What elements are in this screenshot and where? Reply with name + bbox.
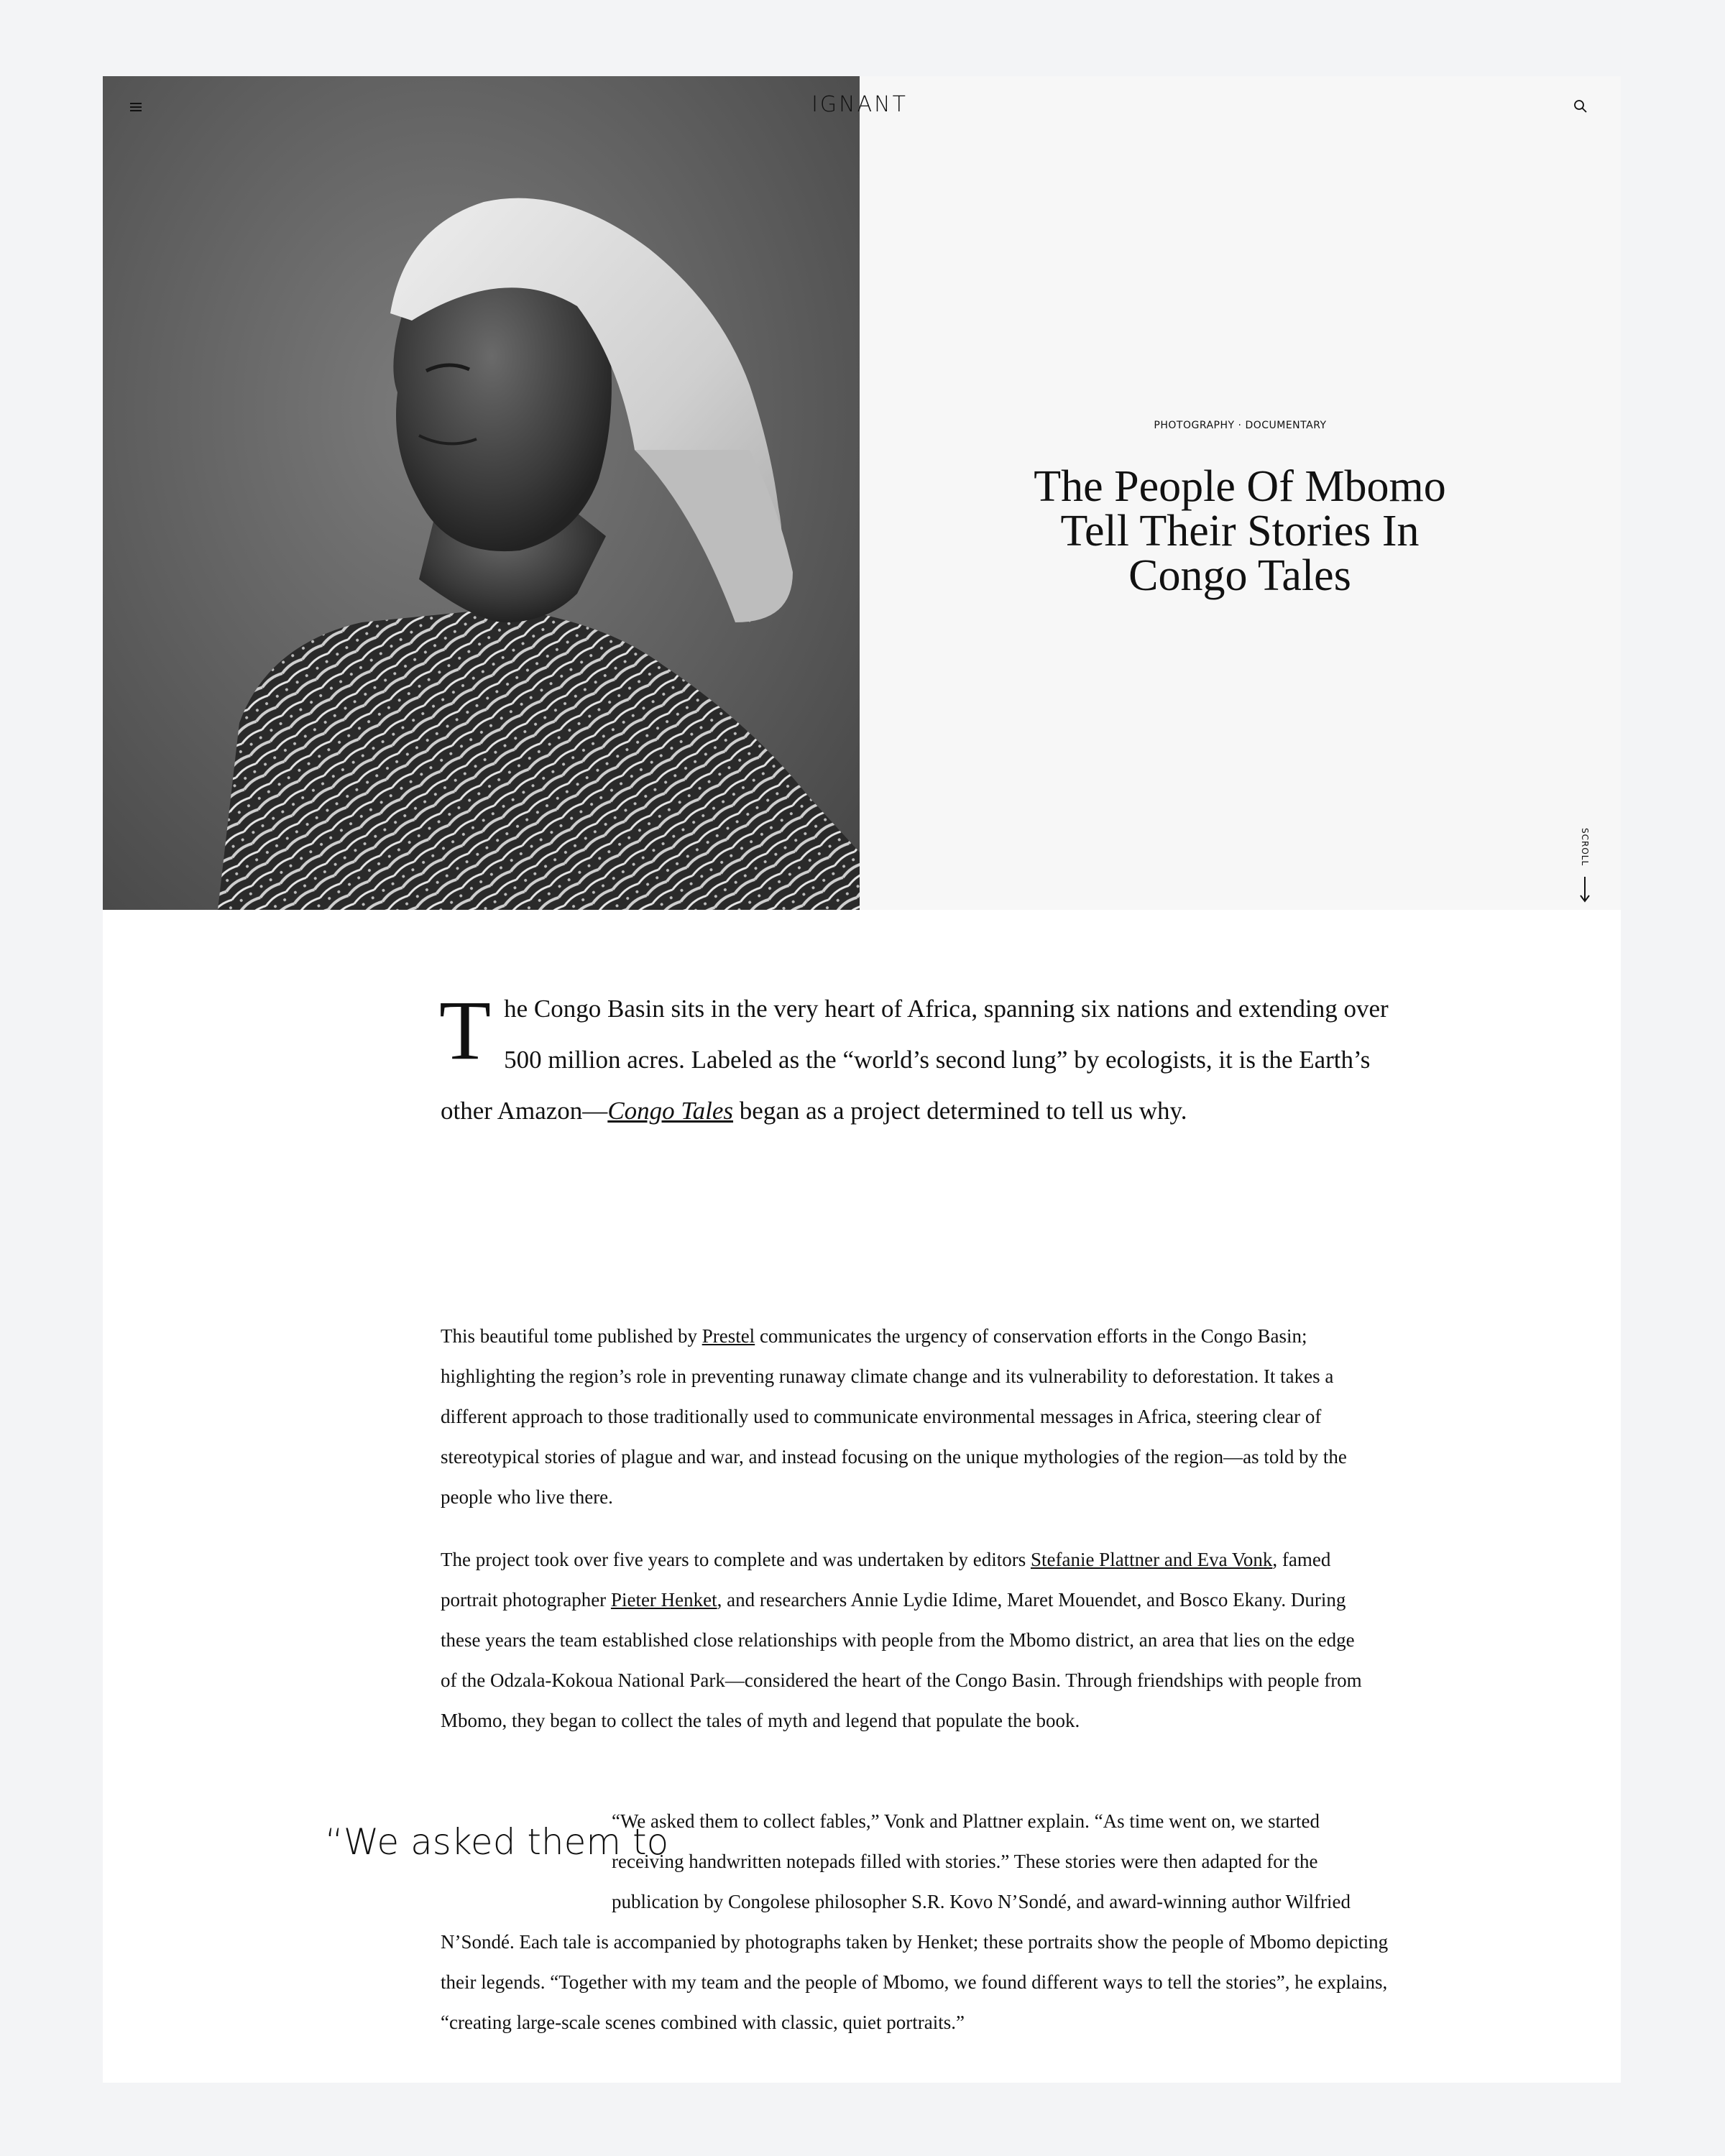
- article-body: [325, 983, 1389, 2033]
- category-list: [860, 420, 1621, 431]
- scroll-indicator[interactable]: [1576, 828, 1593, 907]
- prestel-link[interactable]: Prestel: [702, 1325, 755, 1347]
- arrow-down-icon: [1578, 875, 1592, 904]
- hero-portrait-photo: [103, 76, 860, 910]
- lead-text: he Congo Basin sits in the very heart of Africa, spanning six nations and extending over 500 million acres. Labeled as the “world’s second lung” by ecologists, it is the Earth’s other Amazon—: [441, 995, 1389, 1125]
- menu-line: [130, 110, 142, 111]
- menu-line: [130, 106, 142, 108]
- pieter-henket-link[interactable]: Pieter Henket: [610, 1589, 717, 1611]
- portrait-illustration: [103, 76, 860, 910]
- hero-text-panel: [860, 76, 1621, 910]
- paragraph-text: The project took over five years to complete and was undertaken by editors: [441, 1549, 1031, 1570]
- paragraph-text: This beautiful tome published by: [441, 1325, 702, 1347]
- pull-quote: “We asked them to: [325, 1821, 669, 1863]
- editors-link[interactable]: Stefanie Plattner and Eva Vonk: [1030, 1549, 1273, 1570]
- category-separator: ·: [1238, 420, 1242, 431]
- congo-tales-link[interactable]: Congo Tales: [607, 1097, 734, 1125]
- menu-icon[interactable]: [130, 101, 144, 115]
- lead-paragraph: [441, 983, 1389, 1136]
- paragraph-text: communicates the urgency of conservation efforts in the Congo Basin; highlighting the region’s role in preventing runaway climate change and its vulnerability to deforestation. It takes a different approach to those traditionally used to communicate environmental messages in Africa, steering clear of stereotypical stories of plague and war, and instead focusing on the unique mythologies of the region—as told by the people who live there.: [441, 1325, 1347, 1508]
- hero-section: [103, 76, 1621, 910]
- category-documentary[interactable]: DOCUMENTARY: [1245, 420, 1327, 431]
- drop-cap: T: [439, 983, 492, 1077]
- paragraph-text: “We asked them to collect fables,” Vonk and Plattner explain. “As time went on, we started receiving handwritten notepads filled with stories.” These stories were then adapted for the publication by Congolese philosopher S.R. Kovo N’Sondé, and award-winning author Wilfried N’Sondé. Each tale is accompanied by photographs taken by Henket; these portraits show the people of Mbomo depicting their legends. “Together with my team and the people of Mbomo, we found different ways to tell the stories”, he explains, “creating large-scale scenes combined with classic, quiet portraits.”: [441, 1810, 1389, 2033]
- lead-text-end: began as a project determined to tell us why.: [733, 1097, 1187, 1125]
- site-logo[interactable]: IGNANT: [811, 92, 908, 117]
- paragraph-text: , and researchers Annie Lydie Idime, Maret Mouendet, and Bosco Ekany. During these years the team established close relationships with people from the Mbomo district, an area that lies on the edge of the Odzala-Kokoua National Park—considered the heart of the Congo Basin. Through friendships with people from Mbomo, they began to collect the tales of myth and legend that populate the book.: [441, 1589, 1362, 1731]
- menu-line: [130, 103, 142, 104]
- scroll-label: SCROLL: [1580, 828, 1590, 867]
- paragraph-prestel: [441, 1316, 1375, 1517]
- page-frame: [103, 76, 1621, 2083]
- category-photography[interactable]: PHOTOGRAPHY: [1154, 420, 1235, 431]
- article-title: The People Of Mbomo Tell Their Stories In Congo Tales: [1034, 462, 1446, 600]
- paragraph-project: [441, 1539, 1375, 1741]
- paragraph-text: , famed portrait photographer: [441, 1549, 1331, 1611]
